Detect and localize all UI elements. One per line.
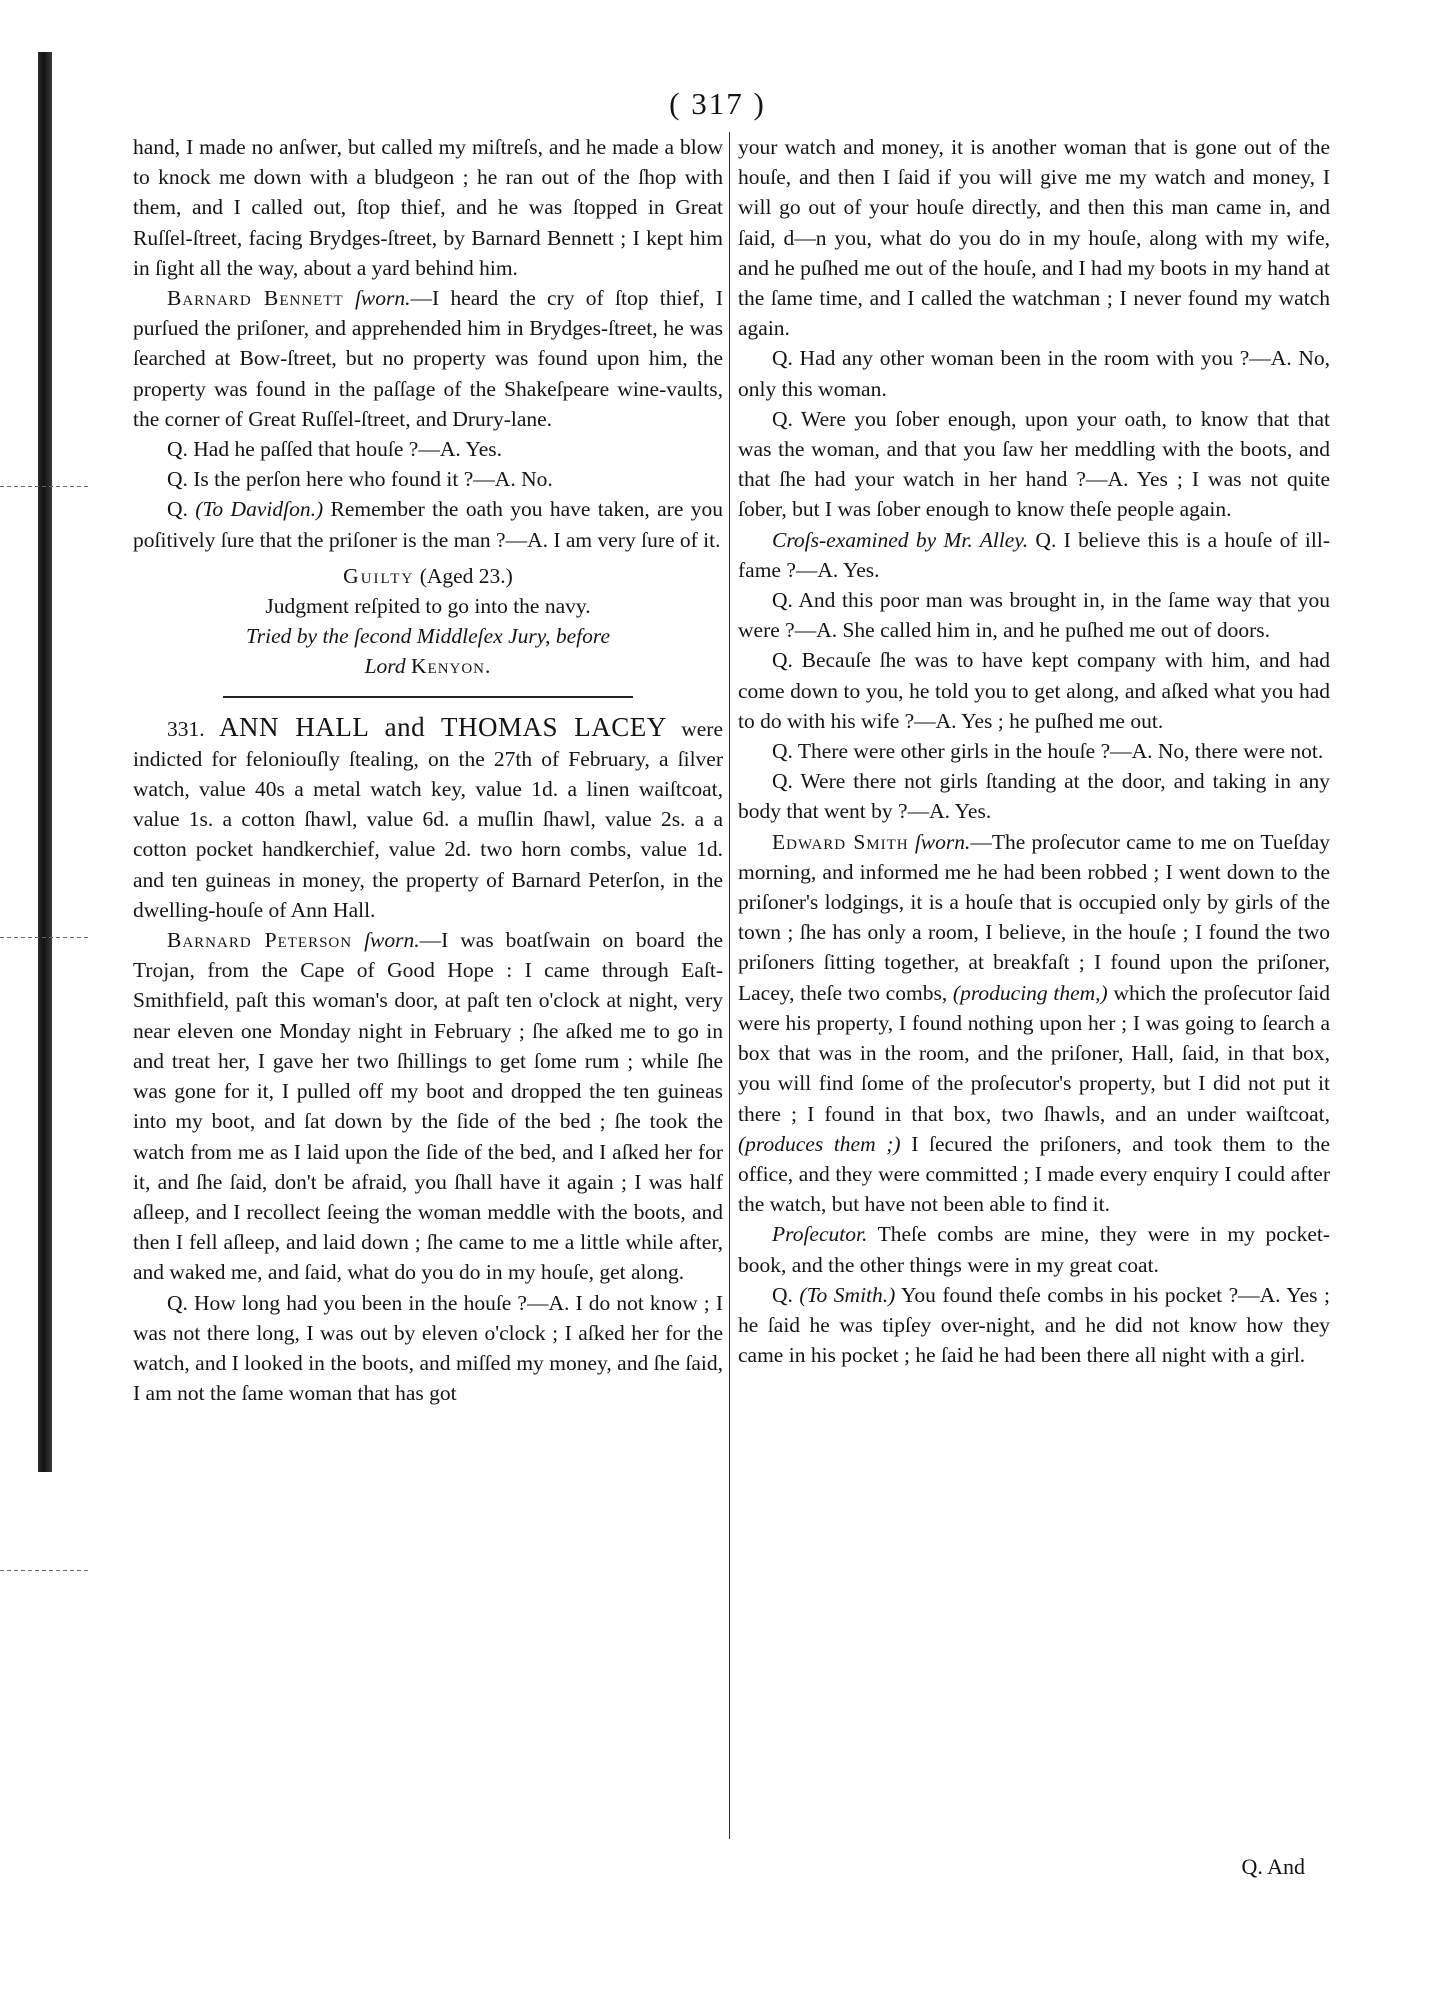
judge-title: Lord (364, 654, 406, 679)
paragraph: hand, I made no anſwer, but called my miſtreſs, and he made a blow to knock me down with a bludgeon ; he ran out of the ſhop with them, and I called out, ſtop thief, and he was ſtopped in Great Ruſſel-ſtreet, facing Brydges-ſtreet, by Barnard Bennett ; I kept him in ſight all the way, about a yard behind him. (133, 135, 723, 280)
testimony-paragraph (133, 925, 723, 1287)
question-text: Remember the oath you have taken, are you poſitively ſure that the priſoner is the man ?—A. I am very ſure of it. (133, 497, 723, 552)
indictment-text: were indicted for feloniouſly ſtealing, on the 27th of February, a ſilver watch, value 40s a metal watch key, value 1d. a linen waiſtcoat, value 1s. a cotton ſhawl, value 6d. a muſlin ſhawl, value 2s. a a cotton pocket handkerchief, value 2d. two horn combs, value 1d. and ten guineas in money, the property of Barnard Peterſon, in the dwelling-houſe of Ann Hall. (133, 716, 723, 922)
question (133, 494, 723, 554)
testimony-text: —I heard the cry of ſtop thief, I purſued the priſoner, and apprehended him in Brydges-ſtreet, he was ſearched at Bow-ſtreet, but no property was found upon him, the property was found in the paſſage of the Shakeſpeare wine-vaults, the corner of Great Ruſſel-ſtreet, and Drury-lane. (133, 286, 723, 431)
question: Q. Had he paſſed that houſe ?—A. Yes. (167, 437, 502, 462)
margin-mark (0, 937, 90, 938)
question-text: You found theſe combs in his pocket ?—A. Yes ; he ſaid he was tipſey over-night, and he did not know how they came in his pocket ; he ſaid he had been there all night with a girl. (738, 1282, 1330, 1368)
case-divider (223, 696, 633, 698)
verdict (133, 561, 723, 591)
column-divider (729, 132, 730, 1839)
question: Q. Had any other woman been in the room with you ?—A. No, only this woman. (738, 346, 1330, 401)
statement-text: Theſe combs are mine, they were in my pocket-book, and the other things were in my great coat. (738, 1222, 1330, 1277)
witness-name: Barnard Bennett (167, 286, 344, 311)
testimony-paragraph (738, 827, 1330, 1220)
question (738, 1280, 1330, 1371)
right-column (738, 132, 1330, 1370)
case-number: 331. (167, 716, 205, 741)
prosecutor-label: Proſecutor. (772, 1222, 868, 1247)
judge (133, 651, 723, 681)
addressee: (To Smith.) (799, 1282, 896, 1307)
question: Q. Were there not girls ſtanding at the door, and taking in any body that went by ?—A. Yes. (738, 769, 1330, 824)
verdict-word: Guilty (343, 563, 415, 588)
page-number: ( 317 ) (669, 86, 766, 121)
sworn-label: ſworn. (354, 286, 411, 311)
case-heading (133, 712, 723, 925)
question: Q. Were you ſober enough, upon your oath, to know that that was the woman, and that you ſaw her meddling with the boots, and that ſhe had your watch in her hand ?—A. Yes ; I was not quite ſober, but I was ſober enough to know theſe people again. (738, 406, 1330, 522)
witness-name: Edward Smith (772, 829, 909, 854)
sworn-label: ſworn. (364, 928, 420, 953)
stage-direction: (produces them ;) (738, 1131, 901, 1156)
question-marker: Q. (167, 497, 196, 522)
margin-mark (0, 1570, 90, 1571)
question-marker: Q. (772, 1282, 800, 1307)
margin-mark (0, 486, 90, 487)
cross-examination (738, 525, 1330, 585)
testimony-text: —The proſecutor came to me on Tueſday morning, and informed me he had been robbed ; I went down to the priſoner's lodgings, it is a houſe that is occupied only by girls of the town ; ſhe has only a room, I believe, in the houſe ; I found the two priſoners ſitting together, at breakfaſt ; I found upon the priſoner, Lacey, theſe two combs, (738, 829, 1331, 1005)
question: Q. And this poor man was brought in, in the ſame way that you were ?—A. She called him in, and he puſhed me out of doors. (738, 588, 1330, 643)
question: Q. Is the perſon here who found it ?—A. No. (167, 467, 553, 492)
judge-name: Kenyon. (411, 654, 492, 679)
witness-name: Barnard Peterson (167, 928, 353, 953)
defendant-age: (Aged 23.) (419, 563, 513, 588)
addressee: (To Davidſon.) (195, 497, 324, 522)
testimony-paragraph (133, 283, 723, 434)
testimony-text: —I was boatſwain on board the Trojan, from the Cape of Good Hope : I came through Eaſt-Smithfield, paſt this woman's door, at paſt ten o'clock at night, very near eleven one Monday night in February ; ſhe aſked me to go in and treat her, I gave her two ſhillings to get ſome rum ; while ſhe was gone for it, I pulled off my boot and dropped the ten guineas into my boot, and ſat down by the ſide of the bed ; ſhe took the watch from me as I laid upon the ſide of the bed, and I aſked her for it, and ſhe ſaid, don't be afraid, you ſhall have it again ; I was half aſleep, and I recollect ſeeing the woman meddle with the boots, and then I fell aſleep, and laid down ; ſhe came to me a little while after, and waked me, and ſaid, what do you do in my houſe, get along. (133, 928, 723, 1285)
testimony-text: which the proſecutor ſaid were his property, I found nothing upon her ; I was going to ſearch a box that was in the room, and the priſoner, Hall, ſaid, in that box, you will find ſome of the proſecutor's property, but I did not put it there ; I found in that box, two ſhawls, and an under waiſtcoat, (738, 980, 1331, 1126)
left-column (133, 132, 723, 1408)
tried-by: Tried by the ſecond Middleſex Jury, before (246, 624, 610, 649)
testimony-text: I ſecured the priſoners, and took them to the office, and they were committed ; I made every enquiry I could after the watch, but have not been able to find it. (738, 1131, 1330, 1217)
cross-examination-label: Croſs-examined by Mr. Alley. (772, 527, 1029, 552)
question: Q. Becauſe ſhe was to have kept company with him, and had come down to you, he told you to get along, and aſked what you had to do with his wife ?—A. Yes ; he puſhed me out. (738, 648, 1330, 733)
catchword: Q. And (1241, 1854, 1305, 1879)
page-binding-edge (38, 52, 52, 1472)
stage-direction: (producing them,) (952, 980, 1108, 1005)
paragraph: your watch and money, it is another woman that is gone out of the houſe, and then I ſaid if you will give me my watch and money, I will go out of your houſe directly, and then this man came in, and ſaid, d—n you, what do you do in my houſe, along with my wife, and he puſhed me out of the houſe, and I had my boots in my hand at the ſame time, and I called the watchman ; I never found my watch again. (738, 135, 1330, 341)
judgment: Judgment reſpited to go into the navy. (265, 594, 591, 619)
question: Q. How long had you been in the houſe ?—A. I do not know ; I was not there long, I was out by eleven o'clock ; I aſked her for the watch, and I looked in the boots, and miſſed my money, and ſhe ſaid, I am not the ſame woman that has got (133, 1290, 723, 1406)
case-defendants: ANN HALL and THOMAS LACEY (219, 711, 667, 742)
question-text: Q. I believe this is a houſe of ill-fame ?—A. Yes. (738, 527, 1330, 582)
question: Q. There were other girls in the houſe ?—A. No, there were not. (772, 739, 1324, 764)
sworn-label: ſworn. (914, 829, 971, 854)
prosecutor-statement (738, 1219, 1330, 1279)
